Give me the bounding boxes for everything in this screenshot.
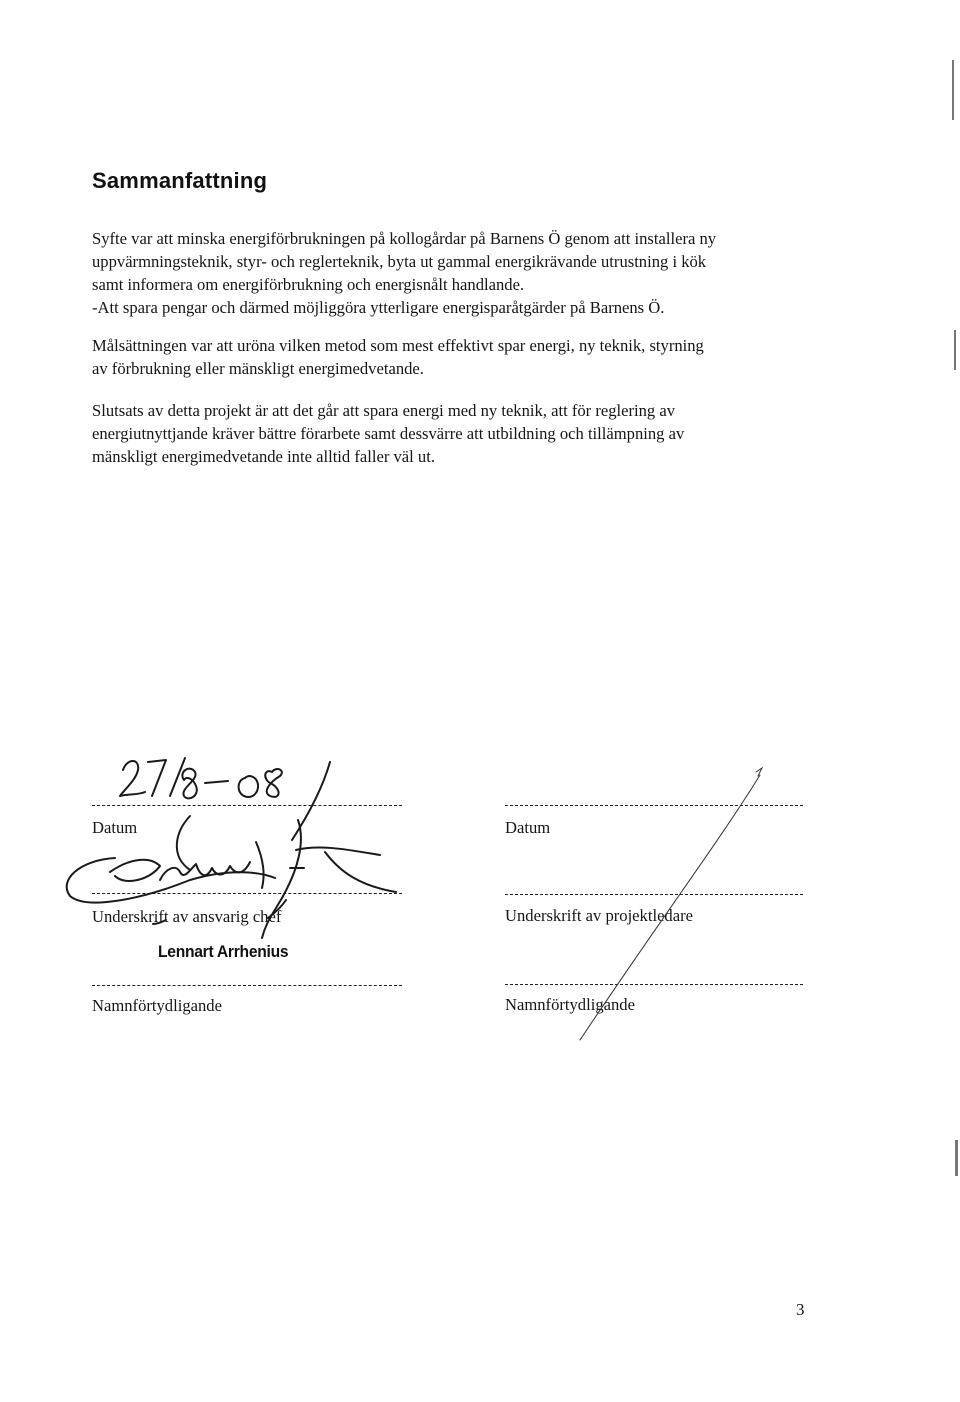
page-title: Sammanfattning: [92, 168, 268, 193]
scan-edge-mark: [955, 1140, 958, 1176]
paragraph-line: -Att spara pengar och därmed möjliggöra ytterligare energisparåtgärder på Barnens Ö.: [92, 298, 665, 317]
paragraph-line: av förbrukning eller mänskligt energimedvetande.: [92, 359, 424, 378]
left-name-label: Namnförtydligande: [92, 996, 222, 1015]
paragraph-line: Målsättningen var att uröna vilken metod som mest effektivt spar energi, ny teknik, styrning: [92, 336, 704, 355]
scan-edge-mark: [954, 330, 956, 370]
handwritten-date: [120, 758, 282, 798]
paragraph-line: energiutnyttjande kräver bättre förarbete samt dessvärre att utbildning och tillämpning av: [92, 424, 685, 443]
right-name-label: Namnförtydligande: [505, 995, 635, 1014]
handwritten-signature-left: [67, 762, 396, 938]
paragraph-line: uppvärmningsteknik, styr- och reglerteknik, byta ut gammal energikrävande utrustning i kök: [92, 252, 707, 271]
paragraph-line: Syfte var att minska energiförbrukningen på kollogårdar på Barnens Ö genom att installera ny: [92, 229, 717, 248]
printed-name-stamp: Lennart Arrhenius: [158, 942, 289, 961]
handwritten-signature-right: [580, 768, 762, 1040]
paragraph-line: samt informera om energiförbrukning och energisnålt handlande.: [92, 275, 525, 294]
right-date-label: Datum: [505, 818, 551, 837]
left-date-label: Datum: [92, 818, 138, 837]
right-signature-label: Underskrift av projektledare: [505, 906, 693, 925]
left-signature-label: Underskrift av ansvarig chef: [92, 907, 282, 926]
page-number: 3: [796, 1300, 805, 1319]
paragraph-line: Slutsats av detta projekt är att det går att spara energi med ny teknik, att för reglering av: [92, 401, 676, 420]
paragraph-line: mänskligt energimedvetande inte alltid faller väl ut.: [92, 447, 435, 466]
scan-edge-mark: [952, 60, 954, 120]
